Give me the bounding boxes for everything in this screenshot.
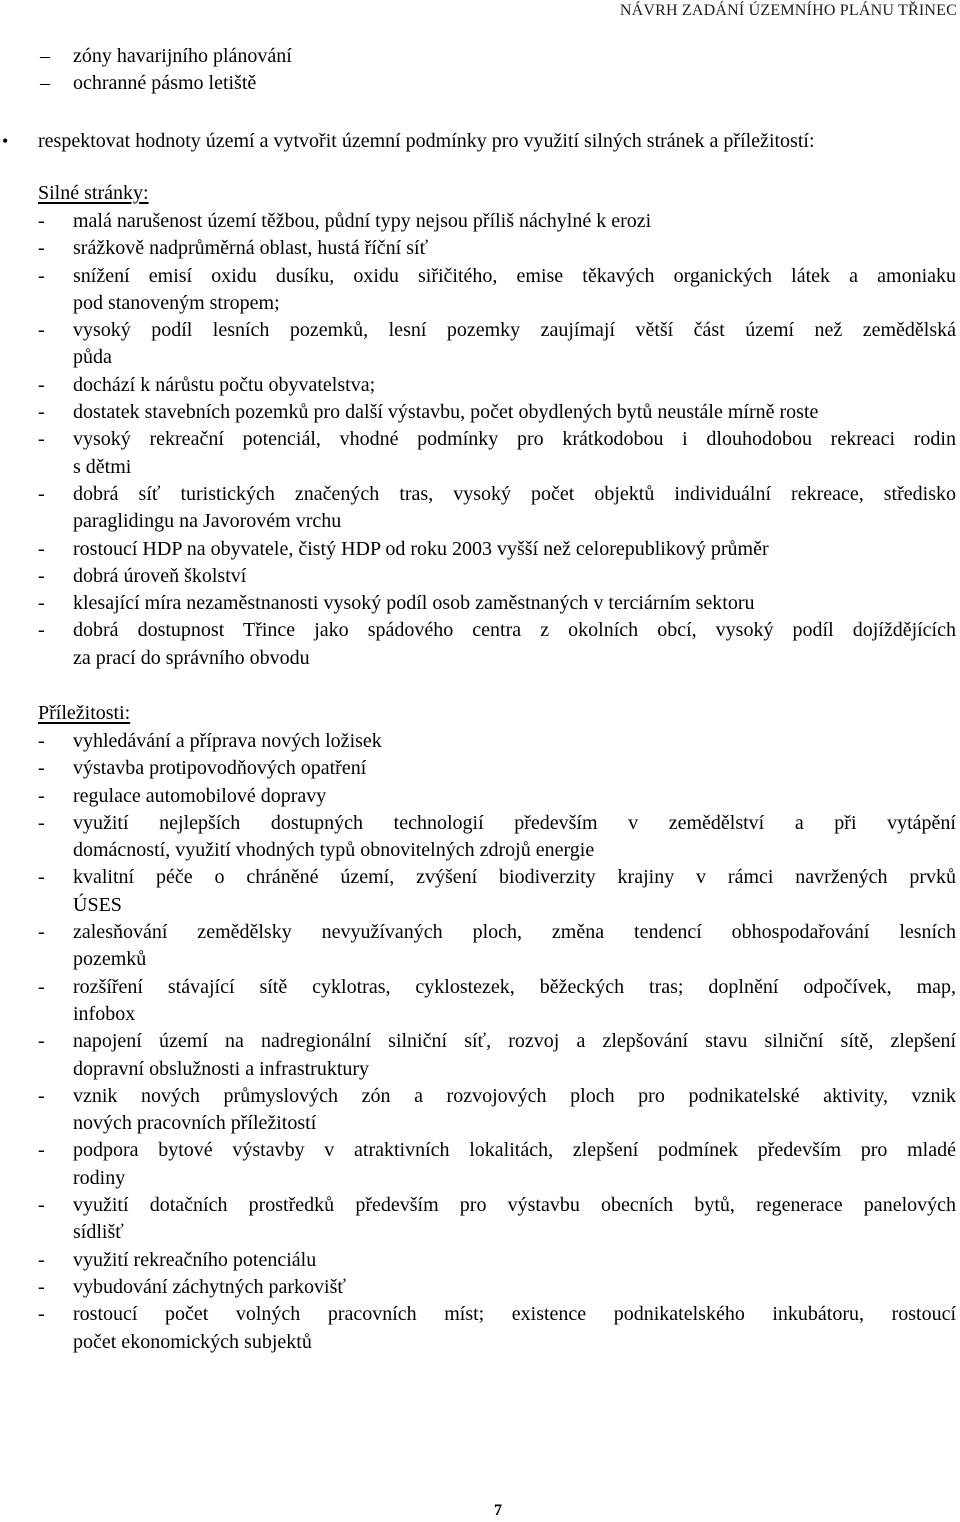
list-dash: -	[38, 264, 45, 287]
list-item-line: rozšíření stávající sítě cyklotras, cyklostezek, běžeckých tras; doplnění odpočívek, map,	[73, 975, 956, 998]
list-item	[0, 235, 960, 262]
list-dash: -	[38, 1303, 45, 1326]
list-item	[0, 728, 960, 755]
page-number: 7	[494, 1502, 502, 1519]
list-item-line: využití rekreačního potenciálu	[73, 1248, 317, 1271]
list-item	[0, 1192, 960, 1247]
list-item-line: rostoucí HDP na obyvatele, čistý HDP od roku 2003 vyšší než celorepublikový průměr	[73, 537, 769, 560]
list-item	[0, 43, 292, 70]
list-dash: -	[38, 1030, 45, 1053]
list-item-line: napojení území na nadregionální silniční síť, rozvoj a zlepšování stavu silniční sítě, zlepšení	[73, 1030, 956, 1053]
list-dash: -	[38, 1248, 45, 1271]
list-item-text: zóny havarijního plánování	[73, 45, 292, 67]
list-item	[0, 1083, 960, 1138]
list-item	[0, 617, 960, 672]
list-item-line: sídlišť	[73, 1221, 124, 1244]
list-item-line: vybudování záchytných parkovišť	[73, 1275, 346, 1298]
strengths-title: Silné stránky:	[38, 182, 149, 204]
list-item-line: zalesňování zemědělsky nevyužívaných ploch, změna tendencí obhospodařování lesních	[73, 921, 956, 944]
list-dash: -	[38, 757, 45, 780]
list-item-line: pod stanoveným stropem;	[73, 291, 280, 314]
list-dash: -	[38, 482, 45, 505]
list-dash: -	[38, 537, 45, 560]
list-item-line: vysoký podíl lesních pozemků, lesní pozemky zaujímají větší část území než zemědělská	[73, 319, 956, 342]
list-item	[0, 974, 960, 1029]
list-dash: -	[38, 811, 45, 834]
list-item-line: nových pracovních příležitostí	[73, 1112, 317, 1135]
list-item	[0, 1301, 960, 1356]
list-item	[0, 70, 292, 97]
list-dash: -	[38, 319, 45, 342]
list-item	[0, 372, 960, 399]
list-item-line: dobrá síť turistických značených tras, vysoký počet objektů individuální rekreace, středisko	[73, 482, 956, 505]
list-item	[0, 864, 960, 919]
list-item-line: s dětmi	[73, 455, 132, 478]
list-item-line: dochází k nárůstu počtu obyvatelstva;	[73, 373, 376, 396]
list-dash: -	[38, 866, 45, 889]
list-item-line: regulace automobilové dopravy	[73, 784, 327, 807]
list-item	[0, 1137, 960, 1192]
list-dash: -	[38, 619, 45, 642]
list-dash: -	[38, 1275, 45, 1298]
list-dash: -	[38, 210, 45, 232]
list-dash: -	[38, 373, 45, 396]
list-dash: -	[38, 784, 45, 807]
list-item	[0, 563, 960, 590]
list-item-line: využití nejlepších dostupných technologií především v zemědělství a při vytápění	[73, 811, 956, 834]
list-item	[0, 263, 960, 318]
list-item	[0, 1247, 960, 1274]
list-item-line: vznik nových průmyslových zón a rozvojových ploch pro podnikatelské aktivity, vznik	[73, 1084, 956, 1107]
bullet-text: respektovat hodnoty území a vytvořit územní podmínky pro využití silných stránek a příležitostí:	[38, 130, 815, 152]
list-item-line: za prací do správního obvodu	[73, 646, 310, 669]
list-item-line: vyhledávání a příprava nových ložisek	[73, 730, 382, 752]
opportunities-title: Příležitosti:	[38, 702, 131, 724]
list-item-line: využití dotačních prostředků především pro výstavbu obecních bytů, regenerace panelových	[73, 1194, 956, 1217]
list-item-line: malá narušenost území těžbou, půdní typy nejsou příliš náchylné k erozi	[73, 210, 652, 232]
list-dash: –	[40, 45, 50, 67]
list-item-line: srážkově nadprůměrná oblast, hustá říční síť	[73, 237, 429, 260]
list-item	[0, 810, 960, 865]
top-dash-list	[0, 43, 292, 98]
bullet-icon: •	[2, 131, 9, 151]
strengths-list	[0, 208, 960, 672]
list-item-line: dostatek stavebních pozemků pro další výstavbu, počet obydlených bytů neustále mírně roste	[73, 401, 819, 424]
list-item-line: domácností, využití vhodných typů obnovitelných zdrojů energie	[73, 839, 595, 862]
list-item	[0, 399, 960, 426]
list-dash: -	[38, 401, 45, 424]
list-item-line: dobrá dostupnost Třince jako spádového centra z okolních obcí, vysoký podíl dojíždějících	[73, 619, 956, 642]
list-item-line: dopravní obslužnosti a infrastruktury	[73, 1057, 370, 1080]
list-item-line: klesající míra nezaměstnanosti vysoký podíl osob zaměstnaných v terciárním sektoru	[73, 592, 755, 615]
list-item	[0, 426, 960, 481]
list-dash: –	[40, 72, 50, 95]
list-item-line: snížení emisí oxidu dusíku, oxidu siřičitého, emise těkavých organických látek a amoniaku	[73, 264, 956, 287]
list-dash: -	[38, 564, 45, 587]
list-dash: -	[38, 730, 45, 752]
list-item-text: ochranné pásmo letiště	[73, 72, 257, 95]
list-dash: -	[38, 592, 45, 615]
list-item-line: výstavba protipovodňových opatření	[73, 757, 367, 780]
list-item	[0, 208, 960, 235]
list-item	[0, 919, 960, 974]
list-item	[0, 1028, 960, 1083]
list-item-line: pozemků	[73, 948, 147, 971]
list-dash: -	[38, 1084, 45, 1107]
list-item	[0, 755, 960, 782]
list-item-line: počet ekonomických subjektů	[73, 1330, 312, 1353]
list-item	[0, 481, 960, 536]
list-dash: -	[38, 1139, 45, 1162]
list-item-line: rostoucí počet volných pracovních míst; existence podnikatelského inkubátoru, rostoucí	[73, 1303, 956, 1326]
list-item-line: paraglidingu na Javorovém vrchu	[73, 510, 342, 533]
list-dash: -	[38, 237, 45, 260]
list-dash: -	[38, 921, 45, 944]
list-item	[0, 317, 960, 372]
opportunities-list	[0, 728, 960, 1356]
list-dash: -	[38, 428, 45, 451]
list-item-line: ÚSES	[73, 893, 122, 916]
list-dash: -	[38, 1194, 45, 1217]
list-item	[0, 1274, 960, 1301]
list-item-line: vysoký rekreační potenciál, vhodné podmínky pro krátkodobou i dlouhodobou rekreaci rodin	[73, 428, 956, 451]
list-item-line: dobrá úroveň školství	[73, 564, 247, 587]
list-item	[0, 536, 960, 563]
list-item-line: rodiny	[73, 1166, 126, 1189]
list-item	[0, 783, 960, 810]
list-item-line: podpora bytové výstavby v atraktivních lokalitách, zlepšení podmínek především pro mladé	[73, 1139, 956, 1162]
list-item-line: půda	[73, 346, 112, 369]
list-dash: -	[38, 975, 45, 998]
list-item-line: kvalitní péče o chráněné území, zvýšení biodiverzity krajiny v rámci navržených prvků	[73, 866, 956, 889]
page-header: NÁVRH ZADÁNÍ ÚZEMNÍHO PLÁNU TŘINEC	[619, 2, 957, 19]
list-item-line: infobox	[73, 1002, 136, 1025]
list-item	[0, 590, 960, 617]
